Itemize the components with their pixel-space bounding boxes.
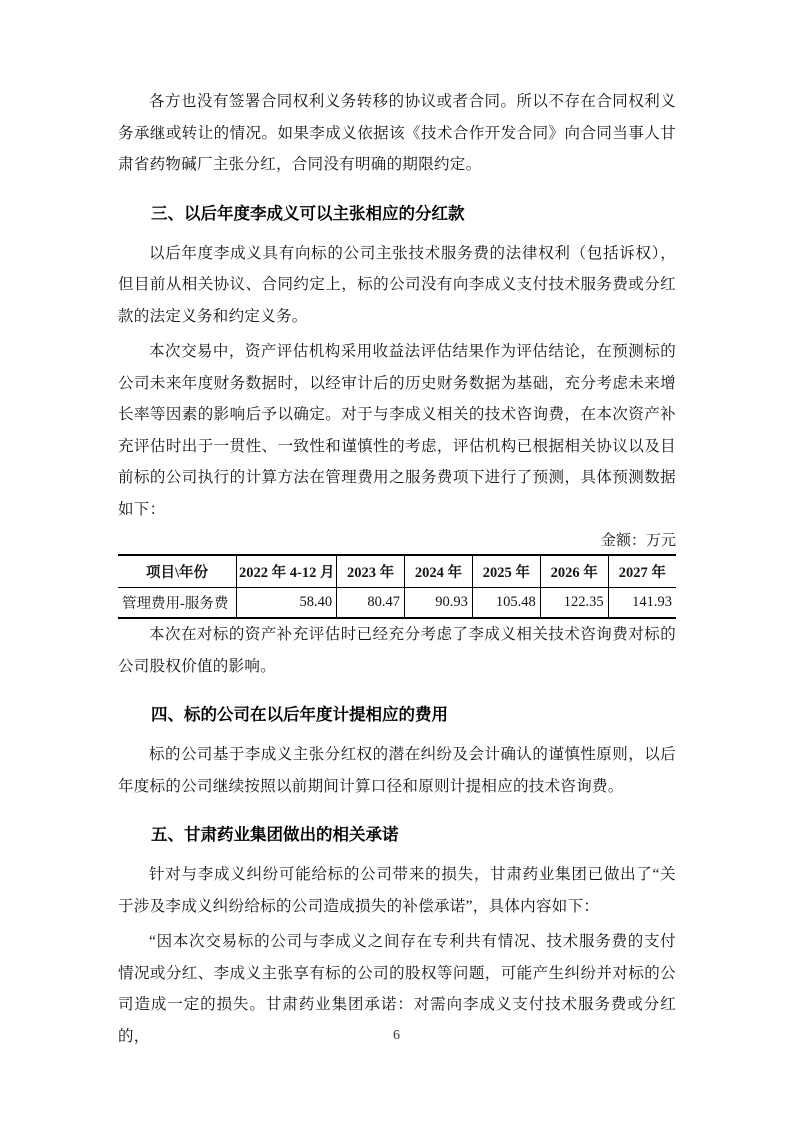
section-5-paragraph-2: “因本次交易标的公司与李成义之间存在专利共有情况、技术服务费的支付情况或分红、李成义主张享有标的公司的股权等问题，可能产生纠纷并对标的公司造成一定的损失。甘肃药业集团承诺：对需向李成义支付技术服务费或分红的，: [118, 933, 676, 1045]
table-header-item: 项目\年份: [118, 555, 237, 588]
table-header-row: [118, 555, 676, 588]
value-2025: 105.48: [472, 588, 540, 619]
section-5-heading: 五、甘肃药业集团做出的相关承诺: [151, 826, 399, 844]
value-2023: 80.47: [337, 588, 405, 619]
section-4-paragraph-1: 标的公司基于李成义主张分红权的潜在纠纷及会计确认的谨慎性原则，以后年度标的公司继续按照以前期间计算口径和原则计提相应的技术咨询费。: [118, 746, 676, 795]
section-3-paragraph-3: 本次在对标的资产补充评估时已经充分考虑了李成义相关技术咨询费对标的公司股权价值的影响。: [118, 626, 676, 675]
table-unit-label: 金额：万元: [600, 533, 676, 549]
forecast-table-wrapper: [118, 554, 676, 619]
value-2027: 141.93: [608, 588, 676, 619]
section-5-paragraph-1: 针对与李成义纠纷可能给标的公司带来的损失，甘肃药业集团已做出了“关于涉及李成义纠纷给标的公司造成损失的补偿承诺”，具体内容如下：: [118, 866, 676, 915]
value-2024: 90.93: [405, 588, 473, 619]
table-header-2024: 2024 年: [405, 555, 473, 588]
table-header-2026: 2026 年: [540, 555, 608, 588]
page-number: 6: [393, 1028, 400, 1043]
row-label-service-fee: 管理费用-服务费: [122, 596, 229, 612]
table-header-2027: 2027 年: [608, 555, 676, 588]
section-3-paragraph-1: 以后年度李成义具有向标的公司主张技术服务费的法律权利（包括诉权），但目前从相关协议、合同约定上，标的公司没有向李成义支付技术服务费或分红款的法定义务和约定义务。: [118, 244, 676, 325]
section-3-paragraph-2: 本次交易中，资产评估机构采用收益法评估结果作为评估结论，在预测标的公司未来年度财务数据时，以经审计后的历史财务数据为基础，充分考虑未来增长率等因素的影响后予以确定。对于与李成义相关的技术咨询费，在本次资产补充评估时出于一贯性、一致性和谨慎性的考虑，评估机构已根据相关协议以及目前标的公司执行的计算方法在管理费用之服务费项下进行了预测，具体预测数据如下：: [118, 343, 676, 518]
table-header-2022: 2022 年 4-12 月: [237, 555, 337, 588]
value-2022: 58.40: [237, 588, 337, 619]
section-4-heading: 四、标的公司在以后年度计提相应的费用: [151, 706, 448, 724]
forecast-table: [118, 554, 676, 619]
section-3-heading: 三、以后年度李成义可以主张相应的分红款: [151, 204, 465, 223]
value-2026: 122.35: [540, 588, 608, 619]
table-header-2025: 2025 年: [472, 555, 540, 588]
intro-paragraph: 各方也没有签署合同权利义务转移的协议或者合同。所以不存在合同权利义务承继或转让的情况。如果李成义依据该《技术合作开发合同》向合同当事人甘肃省药物碱厂主张分红，合同没有明确的期限约定。: [118, 93, 676, 173]
table-row: [118, 588, 676, 619]
table-header-2023: 2023 年: [337, 555, 405, 588]
document-body: [118, 86, 676, 1052]
